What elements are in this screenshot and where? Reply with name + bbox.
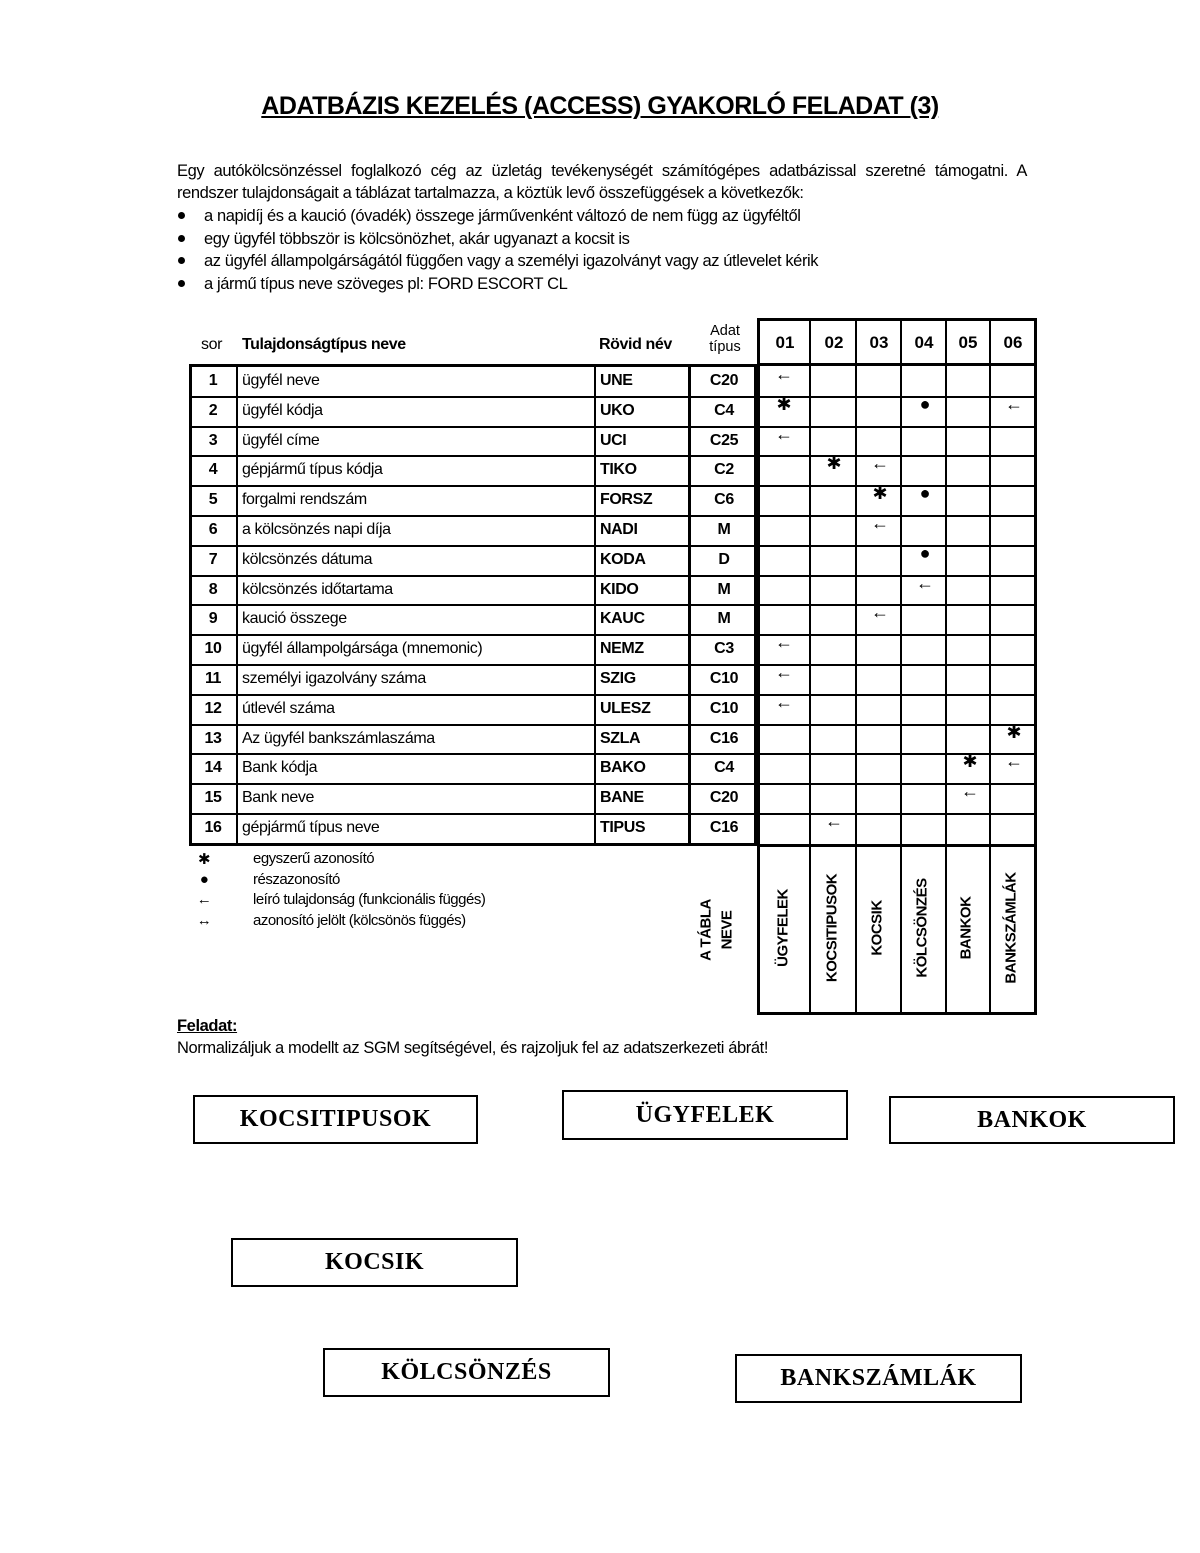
column-divider <box>236 367 238 844</box>
list-item: a jármű típus neve szöveges pl: FORD ESCORT CL <box>177 273 818 296</box>
property-name: gépjármű típus neve <box>242 819 380 836</box>
header-short-name: Rövid név <box>599 336 672 353</box>
data-type: C10 <box>709 700 739 717</box>
property-name: Bank neve <box>242 789 315 806</box>
legend-label: azonosító jelölt (kölcsönös függés) <box>253 911 466 929</box>
row-divider <box>191 783 1034 785</box>
property-name: kölcsönzés dátuma <box>242 551 373 568</box>
property-name: útlevél száma <box>242 700 335 717</box>
arrow-left-icon: ← <box>871 453 889 473</box>
arrow-left-icon: ← <box>871 513 889 533</box>
data-type: M <box>717 610 731 627</box>
row-number: 4 <box>208 461 218 478</box>
legend-label: egyszerű azonosító <box>253 850 375 867</box>
arrow-left-icon: ← <box>775 424 793 444</box>
short-name: SZLA <box>600 730 641 747</box>
data-type: D <box>718 551 730 568</box>
data-type: C4 <box>714 402 734 419</box>
short-name: KODA <box>600 551 646 568</box>
row-number: 2 <box>208 402 218 419</box>
arrow-left-icon: ← <box>825 811 843 831</box>
entity-box-bankok: BANKOK <box>889 1096 1175 1144</box>
row-divider <box>191 455 1034 457</box>
data-type: C16 <box>709 730 739 747</box>
intro-paragraph: Egy autókölcsönzéssel foglalkozó cég az üzletág tevékenységét számítógépes adatbázissal szeretné támogatni. A rendszer tulajdonságait a táblázat tartalmazza, a köztük levő összefüggések a következők: <box>177 162 1027 202</box>
legend-label: részazonosító <box>253 870 340 888</box>
data-type: C2 <box>714 461 734 478</box>
short-name: UCI <box>600 432 627 449</box>
short-name: NADI <box>600 521 638 538</box>
property-name: ügyfél címe <box>242 432 320 449</box>
row-divider <box>191 515 1034 517</box>
table-name-kocsitipusok: KOCSITIPUSOK <box>823 873 841 983</box>
asterisk-icon: ✱ <box>872 483 888 503</box>
short-name: KIDO <box>600 581 639 598</box>
arrow-left-icon: ← <box>871 602 889 622</box>
asterisk-icon: ✱ <box>1006 722 1022 742</box>
short-name: SZIG <box>600 670 636 687</box>
table-name-kolcsonzes: KÖLCSÖNZÉS <box>913 878 931 978</box>
column-header-05: 05 <box>958 333 978 352</box>
data-type: C16 <box>709 819 739 836</box>
asterisk-icon: ✱ <box>776 394 792 414</box>
column-header-02: 02 <box>824 333 844 352</box>
header-data-type-line1: Adat <box>710 323 740 339</box>
asterisk-icon: ✱ <box>962 751 978 771</box>
page-title: ADATBÁZIS KEZELÉS (ACCESS) GYAKORLÓ FELADAT (3) <box>261 92 939 120</box>
data-type: C20 <box>709 789 739 806</box>
table-name-label-line2: NEVE <box>718 910 736 950</box>
short-name: BAKO <box>600 759 646 776</box>
arrow-both-icon: ↔ <box>196 911 212 929</box>
arrow-left-icon: ← <box>196 891 212 908</box>
property-name: forgalmi rendszám <box>242 491 367 508</box>
row-divider <box>191 426 1034 428</box>
row-number: 5 <box>208 491 218 508</box>
property-name: Bank kódja <box>242 759 318 776</box>
arrow-left-icon: ← <box>775 662 793 682</box>
short-name: TIKO <box>600 461 637 478</box>
matrix-column-divider <box>945 320 947 1013</box>
short-name: FORSZ <box>600 491 653 508</box>
property-name: a kölcsönzés napi díja <box>242 521 391 538</box>
entity-box-kocsik: KOCSIK <box>231 1238 518 1287</box>
table-name-kocsik: KOCSIK <box>868 900 886 956</box>
row-number: 9 <box>208 610 218 627</box>
row-number: 14 <box>204 759 222 776</box>
property-name: Az ügyfél bankszámlaszáma <box>242 730 435 747</box>
matrix-column-divider <box>900 320 902 1013</box>
arrow-left-icon: ← <box>1005 751 1023 771</box>
column-divider <box>594 367 596 844</box>
data-type: C20 <box>709 372 739 389</box>
entity-box-kolcsonzes: KÖLCSÖNZÉS <box>323 1348 610 1397</box>
table-name-bankszamlak: BANKSZÁMLÁK <box>1002 872 1020 984</box>
asterisk-icon: ✱ <box>197 851 211 868</box>
matrix-column-divider <box>855 320 857 1013</box>
dot-icon: ● <box>919 394 931 414</box>
row-number: 6 <box>208 521 218 538</box>
property-name: kölcsönzés időtartama <box>242 581 393 598</box>
task-heading: Feladat: <box>177 1017 238 1035</box>
property-name: ügyfél neve <box>242 372 320 389</box>
short-name: ULESZ <box>600 700 651 717</box>
column-header-03: 03 <box>869 333 889 352</box>
row-number: 13 <box>204 730 222 747</box>
property-name: ügyfél kódja <box>242 402 323 419</box>
short-name: UNE <box>600 372 633 389</box>
asterisk-icon: ✱ <box>826 453 842 473</box>
dot-icon: ● <box>919 543 931 563</box>
data-type: C6 <box>714 491 734 508</box>
matrix-rows-bottom <box>757 844 1037 847</box>
row-divider <box>191 724 1034 726</box>
column-header-06: 06 <box>1003 333 1023 352</box>
short-name: TIPUS <box>600 819 646 836</box>
short-name: NEMZ <box>600 640 644 657</box>
row-divider <box>191 694 1034 696</box>
row-divider <box>191 813 1034 815</box>
list-item: a napidíj és a kaució (óvadék) összege járművenként változó de nem függ az ügyféltől <box>177 205 818 228</box>
column-divider <box>688 367 691 844</box>
short-name: BANE <box>600 789 644 806</box>
table-name-ugyfelek: ÜGYFELEK <box>774 889 792 967</box>
row-divider <box>191 753 1034 755</box>
property-name: gépjármű típus kódja <box>242 461 383 478</box>
arrow-left-icon: ← <box>775 364 793 384</box>
short-name: UKO <box>600 402 635 419</box>
row-number: 16 <box>204 819 222 836</box>
row-divider <box>191 604 1034 606</box>
list-item: egy ügyfél többször is kölcsönözhet, akár ugyanazt a kocsit is <box>177 228 818 251</box>
header-property-name: Tulajdonságtípus neve <box>242 336 406 353</box>
data-type: C4 <box>714 759 734 776</box>
header-data-type-line2: típus <box>709 339 741 355</box>
row-divider <box>191 634 1034 636</box>
property-name: személyi igazolvány száma <box>242 670 426 687</box>
dot-icon: ● <box>199 870 209 888</box>
data-type: C25 <box>709 432 739 449</box>
list-item: az ügyfél állampolgárságától függően vagy a személyi igazolványt vagy az útlevelet kérik <box>177 250 818 273</box>
header-data-type <box>694 323 756 355</box>
row-number: 10 <box>204 640 222 657</box>
row-number: 11 <box>204 670 222 687</box>
task-text: Normalizáljuk a modellt az SGM segítségével, és rajzoljuk fel az adatszerkezeti ábrát! <box>177 1039 769 1057</box>
column-header-01: 01 <box>775 333 795 352</box>
matrix-column-divider <box>809 320 811 1013</box>
matrix-column-divider <box>989 320 991 1013</box>
property-name: kaució összege <box>242 610 347 627</box>
short-name: KAUC <box>600 610 645 627</box>
row-number: 7 <box>208 551 218 568</box>
data-type: M <box>717 581 731 598</box>
data-type: C3 <box>714 640 734 657</box>
column-header-04: 04 <box>914 333 934 352</box>
property-name: ügyfél állampolgársága (mnemonic) <box>242 640 483 657</box>
arrow-left-icon: ← <box>916 573 934 593</box>
arrow-left-icon: ← <box>775 632 793 652</box>
dot-icon: ● <box>919 483 931 503</box>
data-type: C10 <box>709 670 739 687</box>
row-divider <box>191 664 1034 666</box>
row-number: 12 <box>204 700 222 717</box>
header-sor: sor <box>201 336 223 353</box>
entity-box-kocsitipusok: KOCSITIPUSOK <box>193 1095 478 1144</box>
arrow-left-icon: ← <box>775 692 793 712</box>
row-number: 8 <box>208 581 218 598</box>
legend-label: leíró tulajdonság (funkcionális függés) <box>253 891 486 908</box>
requirements-list <box>177 205 818 295</box>
table-name-label-line1: A TÁBLA <box>697 899 715 961</box>
data-type: M <box>717 521 731 538</box>
entity-box-ugyfelek: ÜGYFELEK <box>562 1090 848 1140</box>
entity-box-bankszamlak: BANKSZÁMLÁK <box>735 1354 1022 1403</box>
row-number: 15 <box>204 789 222 806</box>
table-name-bankok: BANKOK <box>957 896 975 960</box>
arrow-left-icon: ← <box>1005 394 1023 414</box>
arrow-left-icon: ← <box>961 781 979 801</box>
row-number: 1 <box>208 372 218 389</box>
row-number: 3 <box>208 432 218 449</box>
